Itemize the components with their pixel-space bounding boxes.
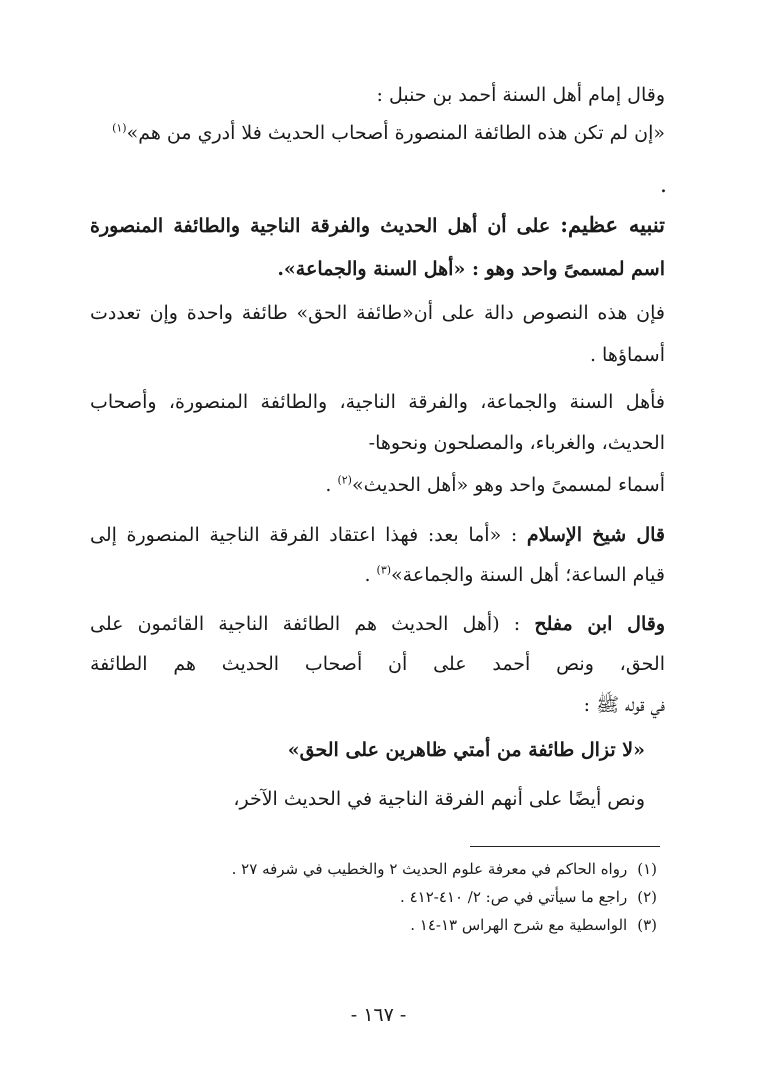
text-l9-end: . bbox=[325, 474, 338, 496]
text-l5: فإن هذه النصوص دالة على أن«طائفة الحق» طائفة واحدة وإن تعددت bbox=[90, 302, 665, 324]
text-l1: وقال إمام أهل السنة أحمد بن حنبل : bbox=[376, 84, 665, 106]
footnote-2 bbox=[97, 886, 657, 908]
quote-ahmad: «إن لم تكن هذه الطائفة المنصورة أصحاب الحديث فلا أدري من هم» bbox=[126, 122, 665, 144]
hadith-quote bbox=[70, 735, 645, 765]
text-line-14 bbox=[90, 690, 665, 720]
text-line-1 bbox=[90, 80, 665, 110]
text-l10: : «أما بعد: فهذا اعتقاد الفرقة الناجية المنصورة إلى bbox=[90, 524, 527, 546]
text-l14: في قوله ﷺ : bbox=[583, 694, 665, 716]
text-l9: أسماء لمسمىً واحد وهو «أهل الحديث» bbox=[351, 474, 665, 496]
text-line-11 bbox=[90, 560, 665, 590]
text-l16: ونص أيضًا على أنهم الفرقة الناجية في الحديث الآخر، bbox=[233, 788, 645, 810]
text-line-4 bbox=[90, 254, 665, 284]
footnote-2-number: (٢) bbox=[637, 888, 657, 906]
text-line-7 bbox=[90, 387, 665, 417]
footnote-ref-1[interactable]: (١) bbox=[112, 121, 127, 135]
text-l12: : (أهل الحديث هم الطائفة الناجية القائمون على bbox=[90, 613, 535, 635]
ibn-taymiyyah-label: قال شيخ الإسلام bbox=[526, 524, 665, 546]
text-line-16 bbox=[70, 784, 645, 814]
text-line-9 bbox=[90, 470, 665, 500]
hadith-text: «لا تزال طائفة من أمتي ظاهرين على الحق» bbox=[287, 739, 645, 761]
footnote-ref-2[interactable]: (٢) bbox=[337, 473, 352, 487]
notice-text: على أن أهل الحديث والفرقة الناجية والطائفة المنصورة bbox=[90, 215, 561, 237]
separator-dot: . bbox=[660, 173, 667, 198]
text-line-3 bbox=[90, 210, 665, 241]
text-line-5 bbox=[90, 298, 665, 328]
footnote-ref-3[interactable]: (٣) bbox=[376, 563, 392, 577]
footnote-1-text: رواه الحاكم في معرفة علوم الحديث ٢ والخطيب في شرفه ٢٧ . bbox=[231, 860, 628, 878]
text-line-13 bbox=[90, 649, 665, 679]
footnote-1 bbox=[97, 858, 657, 880]
text-l11: قيام الساعة؛ أهل السنة والجماعة» bbox=[391, 564, 665, 586]
footnote-3 bbox=[97, 914, 657, 936]
page-number: - ١٦٧ - bbox=[350, 1004, 407, 1026]
text-l4: اسم لمسمىً واحد وهو : «أهل السنة والجماعة». bbox=[277, 258, 665, 280]
text-l7: فأهل السنة والجماعة، والفرقة الناجية، والطائفة المنصورة، وأصحاب bbox=[90, 391, 665, 413]
footnote-3-text: الواسطية مع شرح الهراس ١٣-١٤ . bbox=[410, 916, 628, 934]
text-line-12 bbox=[90, 609, 665, 639]
text-line-6 bbox=[90, 340, 665, 370]
text-l8: الحديث، والغرباء، والمصلحون ونحوها- bbox=[368, 432, 665, 454]
footnote-3-number: (٣) bbox=[637, 916, 657, 934]
text-line-8 bbox=[90, 428, 665, 458]
text-line-2 bbox=[90, 118, 665, 148]
text-l6: أسماؤها . bbox=[589, 344, 665, 366]
footnote-divider bbox=[470, 846, 660, 847]
footnote-2-text: راجع ما سيأتي في ص: ٢/ ٤١٠-٤١٢ . bbox=[400, 888, 628, 906]
text-l13: الحق، ونص أحمد على أن أصحاب الحديث هم الطائفة bbox=[90, 653, 665, 675]
notice-heading: تنبيه عظيم: bbox=[560, 212, 666, 237]
text-line-10 bbox=[90, 520, 665, 550]
text-l11-end: . bbox=[364, 564, 377, 586]
ibn-muflih-label: وقال ابن مفلح bbox=[534, 613, 665, 635]
footnote-1-number: (١) bbox=[637, 860, 657, 878]
